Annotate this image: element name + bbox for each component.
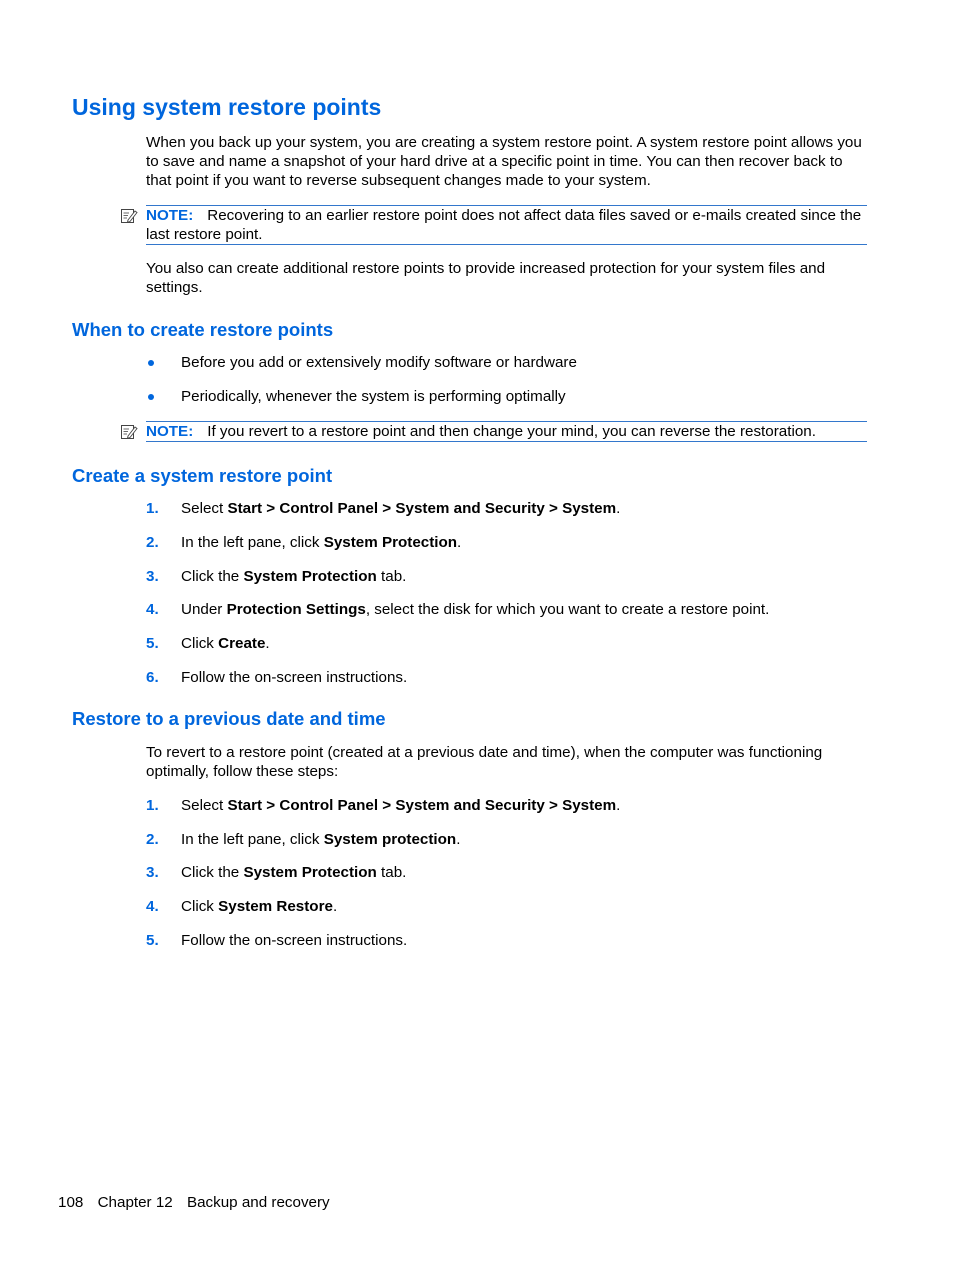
note-label: NOTE: [146, 423, 194, 440]
note-pencil-icon [120, 423, 138, 441]
intro-paragraph: When you back up your system, you are creating a system restore point. A system restore point allows you to save and name a snapshot of your hard drive at a specific point in time. You can then recover back to that point if you want to reverse subsequent changes made to your system. [146, 134, 862, 189]
note-text [146, 422, 867, 441]
section-heading-create: Create a system restore point [72, 465, 333, 486]
bullet-dot-icon [148, 360, 154, 366]
list-item-text: Periodically, whenever the system is performing optimally [181, 388, 566, 405]
step-text: In the left pane, click System protection. [181, 831, 461, 848]
page-title: Using system restore points [72, 94, 382, 120]
step-number: 2. [146, 534, 159, 551]
step-number: 2. [146, 831, 159, 848]
note-text [146, 206, 867, 244]
note-pencil-icon [120, 207, 138, 225]
note-body: If you revert to a restore point and then change your mind, you can reverse the restoration. [207, 423, 816, 440]
step-text: In the left pane, click System Protection. [181, 534, 462, 551]
note-box-restore [146, 205, 867, 245]
step-number: 1. [146, 500, 159, 517]
chapter-label: Chapter 12 [97, 1194, 173, 1211]
step-text: Click System Restore. [181, 898, 338, 915]
section-heading-when: When to create restore points [72, 319, 334, 340]
step-number: 6. [146, 669, 159, 686]
restore-intro-paragraph: To revert to a restore point (created at a previous date and time), when the computer was functioning optimally, follow these steps: [146, 744, 823, 780]
note-body: Recovering to an earlier restore point does not affect data files saved or e-mails created since the last restore point. [146, 207, 862, 243]
step-text: Select Start > Control Panel > System and Security > System. [181, 797, 621, 814]
step-text: Click the System Protection tab. [181, 864, 407, 881]
step-text: Follow the on-screen instructions. [181, 669, 408, 686]
step-text: Follow the on-screen instructions. [181, 932, 408, 949]
page-footer [58, 1193, 340, 1212]
step-number: 5. [146, 932, 159, 949]
step-number: 5. [146, 635, 159, 652]
step-number: 4. [146, 898, 159, 915]
step-number: 3. [146, 568, 159, 585]
note-box-revert [146, 421, 867, 442]
step-text: Click Create. [181, 635, 270, 652]
step-number: 1. [146, 797, 159, 814]
step-number: 4. [146, 601, 159, 618]
note-label: NOTE: [146, 207, 194, 224]
step-number: 3. [146, 864, 159, 881]
additional-paragraph: You also can create additional restore points to provide increased protection for your system files and settings. [146, 260, 826, 296]
step-text: Under Protection Settings, select the disk for which you want to create a restore point. [181, 601, 770, 618]
list-item-text: Before you add or extensively modify software or hardware [181, 354, 577, 371]
step-text: Click the System Protection tab. [181, 568, 407, 585]
section-heading-restore: Restore to a previous date and time [72, 708, 386, 729]
bullet-dot-icon [148, 394, 154, 400]
step-text: Select Start > Control Panel > System and Security > System. [181, 500, 621, 517]
chapter-title: Backup and recovery [186, 1194, 330, 1211]
page-number: 108 [58, 1194, 84, 1211]
